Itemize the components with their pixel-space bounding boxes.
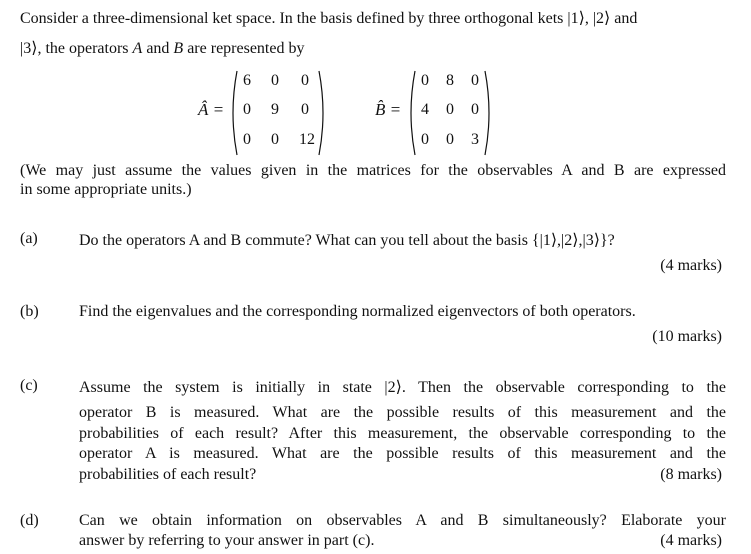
matrix-cell: 0 (243, 131, 251, 148)
matrix-a-right-paren (318, 70, 328, 156)
matrix-b (406, 70, 494, 156)
ket-3: |3⟩ (20, 40, 38, 57)
matrix-cell: 9 (271, 101, 279, 118)
part-a-label: (a) (20, 230, 38, 247)
note-line-2: in some appropriate units.) (20, 181, 192, 198)
matrix-a-label: Â = (198, 100, 225, 119)
matrix-cell: 0 (446, 131, 454, 148)
part-d-label: (d) (20, 512, 39, 529)
part-d-line-1: Can we obtain information on observables A and B simultaneously? Elaborate your (79, 512, 726, 529)
part-c-line-3: probabilities of each result? After this measurement, the observable corresponding to the (79, 425, 726, 442)
part-a-marks: (4 marks) (660, 257, 722, 274)
part-b-marks: (10 marks) (652, 328, 722, 345)
matrix-a (228, 70, 328, 156)
matrix-cell: 6 (243, 72, 251, 89)
matrix-cell: 12 (299, 131, 315, 148)
part-c-label: (c) (20, 377, 38, 394)
note-line-1: (We may just assume the values given in the matrices for the observables A and B are expressed (20, 162, 726, 179)
matrix-cell: 0 (446, 101, 454, 118)
matrix-b-label: B̂ = (375, 100, 402, 119)
matrix-cell: 0 (271, 72, 279, 89)
part-c-line-1: Assume the system is initially in state |2⟩. Then the observable corresponding to the (79, 379, 726, 396)
intro-line-1: Consider a three-dimensional ket space. In the basis defined by three orthogonal kets |1⟩, |2⟩ and (20, 10, 638, 27)
matrix-cell: 0 (421, 131, 429, 148)
matrix-cell: 3 (471, 131, 479, 148)
matrix-cell: 0 (471, 72, 479, 89)
ket-2: |2⟩ (592, 10, 611, 27)
part-b-label: (b) (20, 303, 39, 320)
part-d-marks: (4 marks) (660, 532, 722, 549)
part-b-text: Find the eigenvalues and the corresponding normalized eigenvectors of both operators. (79, 303, 636, 320)
part-c-line-4: operator A is measured. What are the possible results of this measurement and the (79, 445, 726, 462)
matrix-cell: 0 (271, 131, 279, 148)
part-c-line-2: operator B is measured. What are the possible results of this measurement and the (79, 404, 726, 421)
part-a-text: Do the operators A and B commute? What can you tell about the basis {|1⟩,|2⟩,|3⟩}? (79, 232, 615, 249)
matrix-cell: 0 (421, 72, 429, 89)
intro-line-2: |3⟩, the operators A and B are represented by (20, 40, 305, 57)
part-d-line-2: answer by referring to your answer in part (c). (79, 532, 375, 549)
ket-1: |1⟩ (567, 10, 585, 27)
part-c-marks: (8 marks) (660, 466, 722, 483)
matrix-cell: 8 (446, 72, 454, 89)
matrix-cell: 0 (301, 72, 309, 89)
matrix-cell: 0 (471, 101, 479, 118)
part-c-line-5: probabilities of each result? (79, 466, 257, 483)
matrix-cell: 4 (421, 101, 429, 118)
matrix-cell: 0 (243, 101, 251, 118)
matrix-cell: 0 (301, 101, 309, 118)
